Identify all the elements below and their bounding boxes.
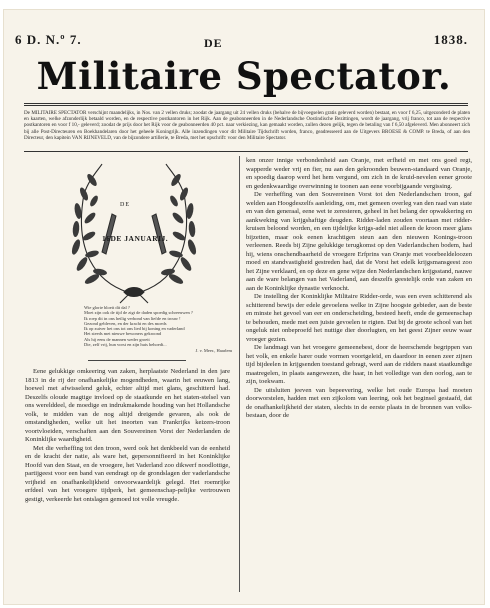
poem-line: Ik op zuiver het ons tot ons lied bij koning en vaderland	[84, 326, 185, 332]
paragraph: ken onzer innige verbondenheid aan Oranje, met erfheid en met ons goed regt, wapperde weder vrij en fier, nu aan den gekroonden beuwen-standaard van Oranje, en spoedig daarop werd het hem vergund, om zich in de kruid-nevelen eener groote en gedenkwaardige overwinning te toonen aan eene voorbijgaande vergissing.	[246, 157, 472, 190]
notice-rule	[24, 151, 468, 152]
paragraph: De instelling der Koninklijke Militaire Ridder-orde, was een even schitterend als schitterend bewijs der edele gevoelens welke in Zijne hoogste gebieder, aan de beste en minste het gevoel van eer en onderscheiding, besteed heeft, ende de gemeenschap te behouden, mede met een juiste gevoelen te rigten. Dat bij de groote school van het ongeluk niet onbeproefd het nuttige dier doorlugten, en het geest Zijner eeuw waar vroeger gezien.	[246, 293, 472, 343]
volume-number: 6 D. N.º 7.	[15, 32, 82, 47]
year: 1838.	[433, 32, 468, 47]
right-column	[246, 157, 472, 595]
subscription-notice	[24, 110, 470, 141]
paragraph: Met die verheffing tot den troon, werd ook het denkbeeld van de eenheid en de kracht der natie, als ware het, gepersonnifieerd in het Koninklijke Hoofd van den Staat, en de vroegere, het Vaderland zoo dikwerf noodlottige, partijgeest voor een band van eendragt op de grondslagen der vaderlandsche vrijheid en onafhankelijkheid onvoorwaardelijk gelegd. Het roemrijke erfdeel van het vroegere tijdperk, het gemeenschap-pelijke vertrouwen gestigt, verkeerde het ontslagen gemoed tot volle vreugde.	[25, 444, 230, 503]
poem-line: Moet zijn ook de tijd de zigt de daden spoedig schreeuwen ?	[84, 310, 193, 316]
notice-text: De MILITAIRE SPECTATOR verschijnt maandelijks, in Nos. van 2 vellen druks; zoodat de jaargang uit 24 vellen druks (behalve de bijvoegselen gratis geleverd worden) bestaat, en voor f 6,25, uitgezonderd de platen en kaarten, welke afzonderlijk betaald worden, en de respective postkantoren in het Rijk. Aan de geabonneerden in de Nederlandsche Oostindische Bezittingen, wordt de jaargang, vrij franco, tot aan de respective postkantoren en voor f 10,- geleverd; zoodat de prijs door het Rijk voor de geabonneerden 40 pct. naar verkiezing, kan gemaakt worden, zullen dezen gelijk, tegen de betaling van f 6,50 afgeleverd. Men abonneert zich bij alle Post-Directeuren en Boekhandelaren door het geheele Koningrijk. Alle inzendingen voor dit Militaire Tijdschrift worden, franco, geadresseerd aan de Uitgevers BROESE & COMP. te Breda, of aan den Directeur, den kapitein VAN RIJNEVELD, van de bijzondere artillerie, te Breda, met het opschrift: voor den Militaire Spectator.	[24, 110, 470, 141]
newspaper-page	[4, 10, 484, 604]
column-divider	[239, 156, 240, 592]
poem-signature: J. v. Meer., Haarlem	[195, 348, 232, 354]
paragraph: De uitsluiten jeeven van bepeevering, welke het oude Europa had moeten doorworstelen, hadden met een zijkolom van leering, ook het beginsel gestaafd, dat de onafhankelijkheid der staten, slechts in de eerste plaats in de bronnen van volks-bestaan, door de	[246, 386, 472, 419]
poem-line: Gezond gebleven, en der kracht en des moeds	[84, 320, 167, 326]
poem-line: Als hij eens de mannen weder groeit	[84, 336, 150, 342]
masthead-rule-double	[24, 105, 468, 106]
wreath-date: 16DE JANUARIJ.	[102, 234, 169, 243]
masthead-title: Militaire Spectator.	[36, 54, 452, 98]
poem-line: Die, zelf vrij, hun vorst en zijn huis behoedt...	[84, 342, 167, 348]
poem-line: Het steeds met nieuwe bewoners gekroond	[84, 331, 162, 337]
paragraph: De landmagt van het vroegere gemeenebest, door de heerschende begrippen van het volk, en enkele harer oude vormen voortgeleid, en daardoor in eenen zeer zijnen tijd bijdeelen in krijgsenden toestand gebragt, werd aan de ridders naast staatkundige maatregelen, in plaats aangewezen, die haar, in het volledige van den oorlog, aan te zijn, toekwam.	[246, 344, 472, 385]
paragraph: De verheffing van den Souvereinen Vorst tot den Nederlandschen troon, gaf welden aan Hoogdeszelfs aanleiding, om, met gemeen overleg van den raad van state en van den generaal, eene wet te zeresteren, geheel in het belang der opwakkering en aankweking van krijgshaftige deugden. Ridder-laden zouden voortaan met ridder-kruisen beloond worden, en een tijdelijke krijgs-adel niet alleen de kroon meer glans bijzetten, maar ook eenen krachtigen steun aan den nieuwen Konings-troon verleenen. Reeds bij Zijne gelukkige terugkomst op den Vaderlandschen bodem, had hij, wiens onschendbaarheid de vroegere Erfprins van Oranje met voorbeeldeloozen moed en standvastigheid gestreden had, dat de Vorst het edelk krijgsmansgeest zoo het Zijne verklaard, en op deze en gene wijze den Nederlandschen krijgsstand, nauwe aan de ware belangen van het Vaderland, aan deszelfs geestelijk orde van zaken en aan de Koninklijke dynastie verknocht.	[246, 191, 472, 292]
wreath-de: DE	[120, 202, 130, 208]
masthead-de: DE	[204, 36, 223, 50]
masthead-rule	[24, 103, 468, 104]
left-column	[25, 368, 230, 598]
poem-line: Ik roep dit in ons heilig verbond van liefde en trouw !	[84, 315, 181, 321]
laurel-wreath-illustration	[54, 154, 214, 304]
poem-block	[84, 305, 232, 354]
paragraph: Eene gelukkige omkeering van zaken, herplaatste Nederland in den jare 1813 in de rij der onafhankelijke mogendheden, waarin het eeuwen lang, hoewel met afwisselend geluk, echter altijd met glans, geschitterd had. Deszelfs oloude magtige invloed op de staatkunde en het staten-stelsel van ons werelddeel, de moedige en indrukmakende houding van het Hollandsche volk, te midden van de nog altijd dreigende gevaren, als ook de omstandigheden, welke uit het ineorten van Frankrijks keizers-troon voortvloeiden, verschaften aan den Souvereinen Vorst der Nederlanden de Koninklijke waardigheid.	[25, 368, 230, 443]
poem-rule	[88, 360, 186, 361]
poem-line: Wie glorie bloeit dit dal ?	[84, 305, 130, 310]
